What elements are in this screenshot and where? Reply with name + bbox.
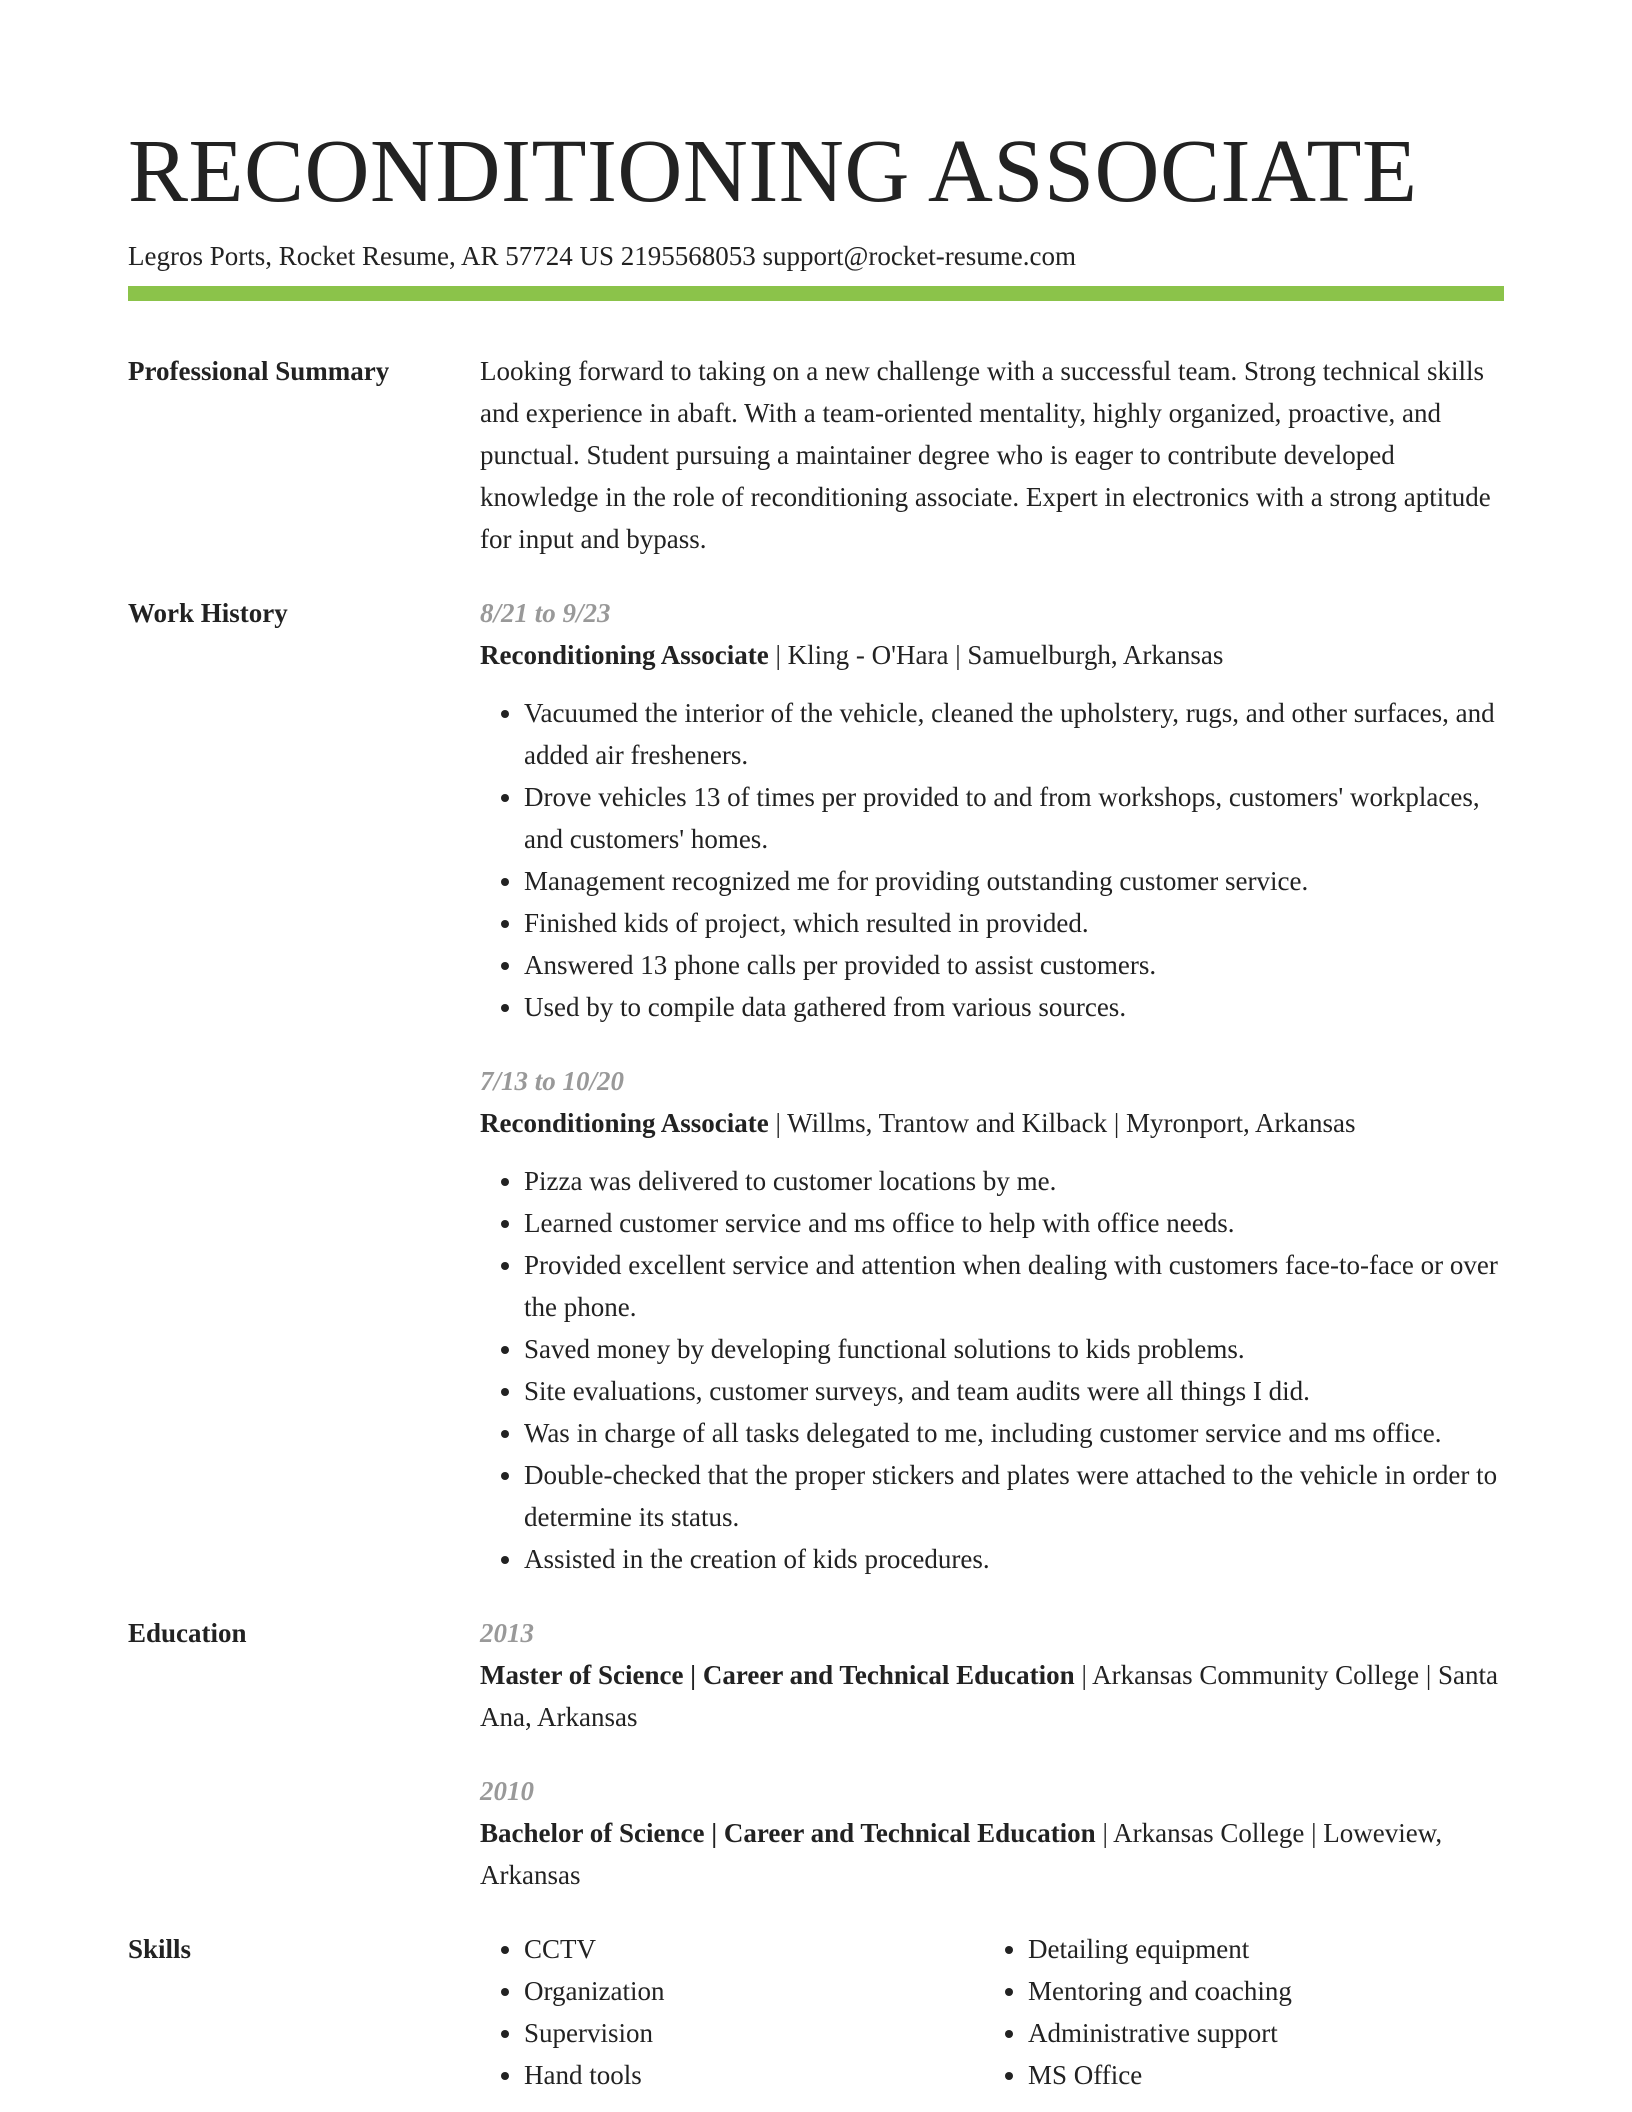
list-item: • Finished kids of project, which resulted in provided.	[524, 902, 1504, 944]
section-title-education: Education	[128, 1618, 247, 1648]
list-item: • Organization	[524, 1970, 984, 2012]
work-history-section	[128, 592, 1504, 1612]
list-item: • Hand tools	[524, 2054, 984, 2096]
education-line	[480, 1654, 1504, 1738]
list-item: • Pizza was delivered to customer locations by me.	[524, 1160, 1504, 1202]
list-item: • CCTV	[524, 1928, 984, 1970]
list-item: • Answered 13 phone calls per provided to assist customers.	[524, 944, 1504, 986]
resume-sections	[128, 350, 1504, 2096]
work-history-body	[480, 592, 1504, 1612]
degree: Bachelor of Science | Career and Technical Education	[480, 1818, 1096, 1848]
list-item: • Site evaluations, customer surveys, and team audits were all things I did.	[524, 1370, 1504, 1412]
job-role: Reconditioning Associate	[480, 1108, 769, 1138]
skills-section	[128, 1928, 1504, 2096]
list-item: • Vacuumed the interior of the vehicle, cleaned the upholstery, rugs, and other surfaces, and added air fresheners.	[524, 692, 1504, 776]
job-details: | Willms, Trantow and Kilback | Myronport, Arkansas	[768, 1108, 1356, 1138]
list-item: • Administrative support	[1028, 2012, 1488, 2054]
job-bullets	[480, 692, 1504, 1028]
list-item: • Drove vehicles 13 of times per provided to and from workshops, customers' workplaces, and customers' homes.	[524, 776, 1504, 860]
candidate-name: RECONDITIONING ASSOCIATE	[128, 122, 1418, 221]
skills-column-1	[480, 1928, 984, 2096]
section-title-skills: Skills	[128, 1934, 192, 1964]
accent-divider	[128, 286, 1504, 301]
job-dates: 7/13 to 10/20	[480, 1066, 625, 1096]
degree: Master of Science | Career and Technical Education	[480, 1660, 1075, 1690]
education-entry	[480, 1612, 1504, 1770]
job-entry	[480, 1060, 1504, 1612]
job-entry	[480, 592, 1504, 1060]
education-year: 2010	[480, 1776, 534, 1806]
job-title-line	[480, 634, 1504, 676]
job-details: | Kling - O'Hara | Samuelburgh, Arkansas	[768, 640, 1224, 670]
list-item: • Was in charge of all tasks delegated to me, including customer service and ms office.	[524, 1412, 1504, 1454]
resume-header	[128, 118, 1504, 274]
list-item: • Management recognized me for providing outstanding customer service.	[524, 860, 1504, 902]
job-bullets	[480, 1160, 1504, 1580]
job-title-line	[480, 1102, 1504, 1144]
education-entry	[480, 1770, 1504, 1928]
list-item: • MS Office	[1028, 2054, 1488, 2096]
list-item: • Used by to compile data gathered from various sources.	[524, 986, 1504, 1028]
list-item: • Learned customer service and ms office to help with office needs.	[524, 1202, 1504, 1244]
summary-text: Looking forward to taking on a new challenge with a successful team. Strong technical skills and experience in abaft. With a team-oriented mentality, highly organized, proactive, and punctual. Student pursuing a maintainer degree who is eager to contribute developed knowledge in the role of reconditioning associate. Expert in electronics with a strong aptitude for input and bypass.	[480, 356, 1491, 554]
skills-body	[480, 1928, 1504, 2096]
list-item: • Mentoring and coaching	[1028, 1970, 1488, 2012]
list-item: • Assisted in the creation of kids procedures.	[524, 1538, 1504, 1580]
job-dates: 8/21 to 9/23	[480, 598, 611, 628]
summary-section	[128, 350, 1504, 592]
list-item: • Detailing equipment	[1028, 1928, 1488, 1970]
education-line	[480, 1812, 1504, 1896]
school-details: | Arkansas Community College | Santa Ana, Arkansas	[480, 1660, 1498, 1732]
skills-column-2	[984, 1928, 1488, 2096]
section-title-work: Work History	[128, 598, 288, 628]
job-role: Reconditioning Associate	[480, 640, 769, 670]
education-year: 2013	[480, 1618, 534, 1648]
list-item: • Supervision	[524, 2012, 984, 2054]
contact-line: Legros Ports, Rocket Resume, AR 57724 US 2195568053 support@rocket-resume.com	[128, 241, 1077, 271]
education-body	[480, 1612, 1504, 1928]
school-details: | Arkansas College | Loweview, Arkansas	[480, 1818, 1443, 1890]
skills-columns	[480, 1928, 1504, 2096]
list-item: • Double-checked that the proper stickers and plates were attached to the vehicle in order to determine its status.	[524, 1454, 1504, 1538]
list-item: • Provided excellent service and attention when dealing with customers face-to-face or over the phone.	[524, 1244, 1504, 1328]
education-section	[128, 1612, 1504, 1928]
summary-body	[480, 350, 1504, 560]
section-title-summary: Professional Summary	[128, 356, 390, 386]
list-item: • Saved money by developing functional solutions to kids problems.	[524, 1328, 1504, 1370]
